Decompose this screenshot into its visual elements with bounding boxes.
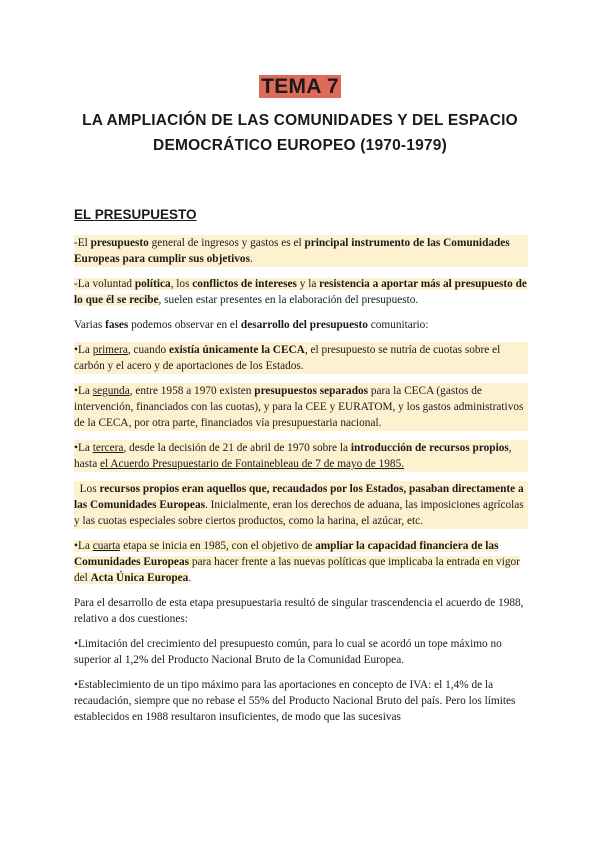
paragraph-9: Para el desarrollo de esta etapa presupuestaria resultó de singular trascendencia el acuerdo de 1988, relativo a dos cuestiones:: [74, 597, 524, 625]
title-highlight: TEMA 7: [261, 75, 339, 98]
paragraph-4: •La primera, cuando existía únicamente la CECA, el presupuesto se nutría de cuotas sobre el carbón y el acero y de aportaciones de los Estados.: [74, 342, 528, 374]
paragraph-1: -El presupuesto general de ingresos y gastos es el principal instrumento de las Comunidades Europeas para cumplir sus objetivos.: [74, 235, 528, 267]
paragraph-6: •La tercera, desde la decisión de 21 de abril de 1970 sobre la introducción de recursos propios, hasta el Acuerdo Presupuestario de Fontainebleau de 7 de mayo de 1985.: [74, 440, 528, 472]
paragraph-11: •Establecimiento de un tipo máximo para las aportaciones en concepto de IVA: el 1,4% de la recaudación, siempre que no rebase el 55% del Producto Nacional Bruto del país. Pero los límites establecidos en 1988 resultaron insuficientes, de modo que las sucesivas: [74, 679, 516, 723]
paragraph-7: Los recursos propios eran aquellos que, recaudados por los Estados, pasaban directamente a las Comunidades Europeas. Inicialmente, eran los derechos de aduana, las imposiciones agrícolas y las cuotas especiales sobre ciertos productos, como la harina, el azúcar, etc.: [74, 481, 528, 529]
page-title: [0, 74, 600, 100]
document-body: [74, 235, 528, 734]
paragraph-8: •La cuarta etapa se inicia en 1985, con el objetivo de ampliar la capacidad financiera de las Comunidades Europeas para hacer frente a las nuevas políticas que implicaba la entrada en vigor del Acta Única Europea.: [74, 540, 520, 584]
paragraph-10: •Limitación del crecimiento del presupuesto común, para lo cual se acordó un tope máximo no superior al 1,2% del Producto Nacional Bruto de la Comunidad Europea.: [74, 638, 502, 666]
document-subtitle: LA AMPLIACIÓN DE LAS COMUNIDADES Y DEL ESPACIO DEMOCRÁTICO EUROPEO (1970-1979): [82, 112, 518, 154]
paragraph-2: -La voluntad política, los conflictos de intereses y la resistencia a aportar más al presupuesto de lo que él se recibe, suelen estar presentes en la elaboración del presupuesto.: [74, 278, 527, 306]
section-heading: EL PRESUPUESTO: [74, 207, 197, 222]
paragraph-5: •La segunda, entre 1958 a 1970 existen presupuestos separados para la CECA (gastos de intervención, financiados con las cuotas), y para la CEE y EURATOM, y los gastos administrativos de la CECA, por otra parte, financiados vía presupuestaria nacional.: [74, 383, 528, 431]
paragraph-3: Varias fases podemos observar en el desarrollo del presupuesto comunitario:: [74, 319, 429, 331]
